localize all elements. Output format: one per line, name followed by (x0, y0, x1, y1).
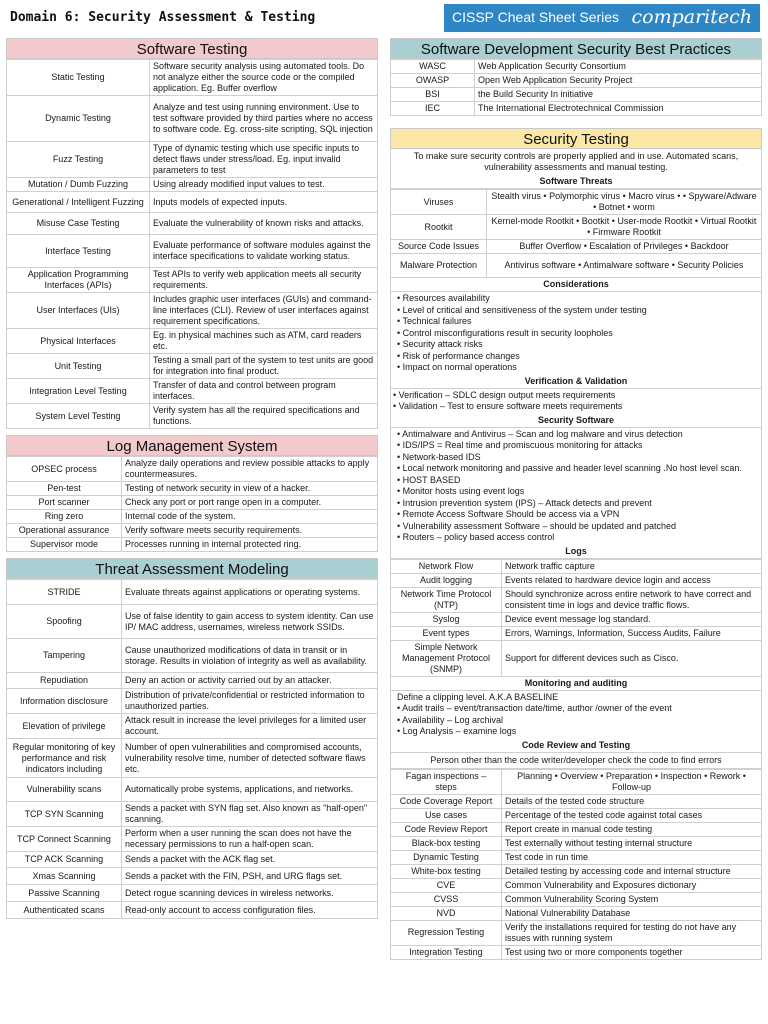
definition-black-box-testing: Test externally without testing internal structure (502, 836, 762, 850)
table-row (391, 794, 762, 808)
brand-banner (444, 4, 760, 32)
table-row (391, 587, 762, 612)
term-viruses: Viruses (391, 190, 487, 215)
term-code-review-report: Code Review Report (391, 822, 502, 836)
left-column (6, 38, 378, 919)
list-item: • Network-based IDS (397, 451, 481, 462)
list-item: • Validation – Test to ensure software meets requirements (393, 401, 623, 411)
log-management-heading: Log Management System (6, 435, 378, 456)
table-row (7, 639, 378, 673)
list-item: • Level of critical and sensitiveness of the system under testing (397, 304, 647, 315)
domain-title: Domain 6: Security Assessment & Testing (10, 10, 316, 25)
table-row (391, 240, 762, 254)
definition-cve: Common Vulnerability and Exposures dictionary (502, 878, 762, 892)
term-bsi: BSI (391, 88, 475, 102)
term-wasc: WASC (391, 60, 475, 74)
list-item: • Risk of performance changes (397, 350, 520, 361)
term-integration-level-testing: Integration Level Testing (7, 379, 150, 404)
term-repudiation: Repudiation (7, 673, 122, 689)
term-misuse-case-testing: Misuse Case Testing (7, 213, 150, 235)
table-row (391, 822, 762, 836)
code-review-intro: Person other than the code writer/developer check the code to find errors (390, 753, 762, 769)
term-unit-testing: Unit Testing (7, 354, 150, 379)
table-row (7, 142, 378, 178)
definition-simple-network-management-protocol-snmp: Support for different devices such as Cisco. (502, 640, 762, 676)
term-use-cases: Use cases (391, 808, 502, 822)
software-testing-heading: Software Testing (6, 38, 378, 59)
logs-heading: Logs (390, 545, 762, 559)
term-fuzz-testing: Fuzz Testing (7, 142, 150, 178)
definition-integration-level-testing: Transfer of data and control between program interfaces. (150, 379, 378, 404)
definition-network-flow: Network traffic capture (502, 559, 762, 573)
definition-fagan-inspections-steps: Planning • Overview • Preparation • Inspection • Rework • Follow-up (502, 769, 762, 794)
term-vulnerability-scans: Vulnerability scans (7, 778, 122, 802)
table-row (391, 945, 762, 959)
term-static-testing: Static Testing (7, 60, 150, 96)
definition-generational-intelligent-fuzzing: Inputs models of expected inputs. (150, 192, 378, 213)
table-row (391, 215, 762, 240)
term-physical-interfaces: Physical Interfaces (7, 329, 150, 354)
term-interface-testing: Interface Testing (7, 235, 150, 268)
definition-unit-testing: Testing a small part of the system to test units are good for integration into final product. (150, 354, 378, 379)
table-row (7, 868, 378, 885)
table-row (7, 885, 378, 902)
security-testing-intro: To make sure security controls are properly applied and in use. Automated scans, vulnerability assessments and manual testing. (390, 149, 762, 175)
table-row (7, 235, 378, 268)
logs-table (390, 559, 762, 677)
term-rootkit: Rootkit (391, 215, 487, 240)
table-row (7, 178, 378, 192)
definition-tampering: Cause unauthorized modifications of data in transit or in storage. Results in violation of integrity as well as availability. (122, 639, 378, 673)
considerations-heading: Considerations (390, 278, 762, 292)
table-row (391, 640, 762, 676)
software-threats-table (390, 189, 762, 278)
verification-validation-heading: Verification & Validation (390, 375, 762, 389)
list-item: • Control misconfigurations result in security loopholes (397, 327, 613, 338)
list-item: Define a clipping level. A.K.A BASELINE (397, 691, 559, 702)
table-row (7, 827, 378, 852)
monitoring-list (390, 691, 762, 739)
definition-repudiation: Deny an action or activity carried out by an attacker. (122, 673, 378, 689)
verification-validation-list (390, 389, 762, 414)
definition-viruses: Stealth virus • Polymorphic virus • Macro virus • • Spyware/Adware • Botnet • worm (487, 190, 762, 215)
sdlc-practices-table (390, 59, 762, 116)
term-user-interfaces-uis: User Interfaces (UIs) (7, 293, 150, 329)
table-row (391, 878, 762, 892)
list-item: • IDS/IPS = Real time and promiscuous monitoring for attacks (397, 440, 643, 450)
table-row (391, 612, 762, 626)
considerations-list (390, 292, 762, 375)
definition-opsec-process: Analyze daily operations and review possible attacks to apply countermeasures. (122, 457, 378, 482)
code-review-heading: Code Review and Testing (390, 739, 762, 753)
definition-passive-scanning: Detect rogue scanning devices in wireless networks. (122, 885, 378, 902)
definition-network-time-protocol-ntp: Should synchronize across entire network to have correct and consistent time in logs and device traffic flows. (502, 587, 762, 612)
term-opsec-process: OPSEC process (7, 457, 122, 482)
definition-xmas-scanning: Sends a packet with the FIN, PSH, and URG flags set. (122, 868, 378, 885)
table-row (7, 605, 378, 639)
definition-port-scanner: Check any port or port range open in a computer. (122, 496, 378, 510)
list-item: • HOST BASED (397, 474, 461, 485)
log-management-table (6, 456, 378, 552)
list-item: • Resources availability (397, 293, 490, 303)
table-row (7, 192, 378, 213)
definition-owasp: Open Web Application Security Project (475, 74, 762, 88)
threat-modeling-table (6, 579, 378, 919)
table-row (7, 496, 378, 510)
list-item: • Security attack risks (397, 339, 483, 349)
definition-integration-testing: Test using two or more components together (502, 945, 762, 959)
definition-misuse-case-testing: Evaluate the vulnerability of known risks and attacks. (150, 213, 378, 235)
term-elevation-of-privilege: Elevation of privilege (7, 714, 122, 739)
term-cvss: CVSS (391, 892, 502, 906)
table-row (7, 213, 378, 235)
table-row (7, 580, 378, 605)
list-item: • Impact on normal operations (397, 362, 517, 372)
term-dynamic-testing: Dynamic Testing (391, 850, 502, 864)
term-black-box-testing: Black-box testing (391, 836, 502, 850)
table-row (7, 778, 378, 802)
definition-user-interfaces-uis: Includes graphic user interfaces (GUIs) and command-line interfaces (CLI). Review of user interfaces against requirement specifications. (150, 293, 378, 329)
definition-spoofing: Use of false identity to gain access to system identity. Can use IP/ MAC address, usernames, wireless network SSIDs. (122, 605, 378, 639)
security-software-heading: Security Software (390, 414, 762, 428)
definition-application-programming-interfaces-apis: Test APIs to verify web application meets all security requirements. (150, 268, 378, 293)
table-row (391, 102, 762, 116)
threat-modeling-heading: Threat Assessment Modeling (6, 558, 378, 579)
term-regular-monitoring-of-key-performance-an: Regular monitoring of key performance and risk indicators including (7, 739, 122, 778)
term-tcp-ack-scanning: TCP ACK Scanning (7, 852, 122, 868)
table-row (7, 354, 378, 379)
term-operational-assurance: Operational assurance (7, 524, 122, 538)
definition-tcp-syn-scanning: Sends a packet with SYN flag set. Also known as "half-open" scanning. (122, 802, 378, 827)
software-threats-heading: Software Threats (390, 175, 762, 189)
list-item: • Vulnerability assessment Software – should be updated and patched (397, 520, 676, 531)
security-testing-heading: Security Testing (390, 128, 762, 149)
definition-white-box-testing: Detailed testing by accessing code and internal structure (502, 864, 762, 878)
definition-elevation-of-privilege: Attack result in increase the level privileges for a limited user account. (122, 714, 378, 739)
table-row (391, 573, 762, 587)
table-row (391, 836, 762, 850)
definition-syslog: Device event message log standard. (502, 612, 762, 626)
term-tcp-syn-scanning: TCP SYN Scanning (7, 802, 122, 827)
table-row (391, 906, 762, 920)
term-tcp-connect-scanning: TCP Connect Scanning (7, 827, 122, 852)
table-row (391, 769, 762, 794)
term-nvd: NVD (391, 906, 502, 920)
right-column (390, 38, 762, 960)
definition-interface-testing: Evaluate performance of software modules against the interface specifications to validate working status. (150, 235, 378, 268)
comparitech-logo: comparitech (631, 6, 752, 28)
table-row (391, 850, 762, 864)
definition-ring-zero: Internal code of the system. (122, 510, 378, 524)
table-row (391, 626, 762, 640)
definition-vulnerability-scans: Automatically probe systems, applications, and networks. (122, 778, 378, 802)
list-item: • Audit trails – event/transaction date/time, author /owner of the event (397, 703, 672, 713)
definition-code-review-report: Report create in manual code testing (502, 822, 762, 836)
list-item: • Monitor hosts using event logs (397, 486, 525, 496)
term-iec: IEC (391, 102, 475, 116)
definition-use-cases: Percentage of the tested code against total cases (502, 808, 762, 822)
table-row (7, 538, 378, 552)
table-row (7, 510, 378, 524)
term-regression-testing: Regression Testing (391, 920, 502, 945)
definition-wasc: Web Application Security Consortium (475, 60, 762, 74)
definition-operational-assurance: Verify software meets security requirements. (122, 524, 378, 538)
definition-static-testing: Software security analysis using automated tools. Do not analyze either the source code or the compiled application. Eg. Buffer overflow (150, 60, 378, 96)
term-stride: STRIDE (7, 580, 122, 605)
table-row (391, 74, 762, 88)
term-system-level-testing: System Level Testing (7, 404, 150, 429)
definition-event-types: Errors, Warnings, Information, Success Audits, Failure (502, 626, 762, 640)
term-fagan-inspections-steps: Fagan inspections – steps (391, 769, 502, 794)
table-row (7, 852, 378, 868)
table-row (7, 689, 378, 714)
definition-tcp-connect-scanning: Perform when a user running the scan does not have the necessary permissions to run a half-open scan. (122, 827, 378, 852)
sdlc-practices-heading: Software Development Security Best Practices (390, 38, 762, 59)
definition-cvss: Common Vulnerability Scoring System (502, 892, 762, 906)
term-passive-scanning: Passive Scanning (7, 885, 122, 902)
definition-audit-logging: Events related to hardware device login and access (502, 573, 762, 587)
term-code-coverage-report: Code Coverage Report (391, 794, 502, 808)
term-integration-testing: Integration Testing (391, 945, 502, 959)
table-row (7, 404, 378, 429)
table-row (7, 379, 378, 404)
term-xmas-scanning: Xmas Scanning (7, 868, 122, 885)
table-row (391, 88, 762, 102)
table-row (7, 524, 378, 538)
term-supervisor-mode: Supervisor mode (7, 538, 122, 552)
definition-supervisor-mode: Processes running in internal protected ring. (122, 538, 378, 552)
term-port-scanner: Port scanner (7, 496, 122, 510)
table-row (391, 920, 762, 945)
term-generational-intelligent-fuzzing: Generational / Intelligent Fuzzing (7, 192, 150, 213)
table-row (391, 864, 762, 878)
table-row (391, 559, 762, 573)
list-item: • Routers – policy based access control (397, 532, 555, 542)
list-item: • Technical failures (397, 316, 472, 326)
definition-malware-protection: Antivirus software • Antimalware software • Security Policies (487, 254, 762, 278)
table-row (7, 482, 378, 496)
table-row (7, 329, 378, 354)
definition-dynamic-testing: Test code in run time (502, 850, 762, 864)
term-dynamic-testing: Dynamic Testing (7, 96, 150, 142)
table-row (7, 60, 378, 96)
table-row (391, 60, 762, 74)
header-bar (0, 0, 768, 38)
definition-bsi: the Build Security In initiative (475, 88, 762, 102)
table-row (391, 190, 762, 215)
term-application-programming-interfaces-apis: Application Programming Interfaces (APIs) (7, 268, 150, 293)
list-item: • Antimalware and Antivirus – Scan and log malware and virus detection (397, 428, 683, 439)
table-row (7, 714, 378, 739)
term-tampering: Tampering (7, 639, 122, 673)
list-item: • Local network monitoring and passive and header level scanning .No host level scan. (397, 463, 742, 473)
code-review-table (390, 769, 762, 960)
definition-nvd: National Vulnerability Database (502, 906, 762, 920)
term-syslog: Syslog (391, 612, 502, 626)
term-simple-network-management-protocol-snmp: Simple Network Management Protocol (SNMP) (391, 640, 502, 676)
list-item: • Verification – SDLC design output meets requirements (393, 389, 616, 400)
table-row (7, 673, 378, 689)
definition-tcp-ack-scanning: Sends a packet with the ACK flag set. (122, 852, 378, 868)
definition-information-disclosure: Distribution of private/confidential or restricted information to unauthorized parties. (122, 689, 378, 714)
table-row (7, 739, 378, 778)
definition-system-level-testing: Verify system has all the required specifications and functions. (150, 404, 378, 429)
definition-stride: Evaluate threats against applications or operating systems. (122, 580, 378, 605)
list-item: • Remote Access Software Should be access via a VPN (397, 509, 620, 519)
list-item: • Log Analysis – examine logs (397, 726, 517, 736)
term-white-box-testing: White-box testing (391, 864, 502, 878)
term-event-types: Event types (391, 626, 502, 640)
definition-fuzz-testing: Type of dynamic testing which use specific inputs to detect flaws under stress/load. Eg. input invalid parameters to test (150, 142, 378, 178)
list-item: • Availability – Log archival (397, 714, 504, 725)
definition-code-coverage-report: Details of the tested code structure (502, 794, 762, 808)
term-audit-logging: Audit logging (391, 573, 502, 587)
term-authenticated-scans: Authenticated scans (7, 902, 122, 919)
definition-regression-testing: Verify the installations required for testing do not have any issues with running system (502, 920, 762, 945)
table-row (391, 254, 762, 278)
table-row (391, 892, 762, 906)
definition-dynamic-testing: Analyze and test using running environment. Use to test software provided by third parties where no access to software code. Eg. cross-site scripting, SQL injection (150, 96, 378, 142)
term-ring-zero: Ring zero (7, 510, 122, 524)
security-software-list (390, 428, 762, 545)
definition-pen-test: Testing of network security in view of a hacker. (122, 482, 378, 496)
definition-regular-monitoring-of-key-performance-an: Number of open vulnerabilities and compromised accounts, vulnerability resolve time, number of detected software flaws etc. (122, 739, 378, 778)
term-owasp: OWASP (391, 74, 475, 88)
software-testing-table (6, 59, 378, 429)
table-row (7, 96, 378, 142)
table-row (7, 268, 378, 293)
definition-iec: The International Electrotechnical Commission (475, 102, 762, 116)
definition-mutation-dumb-fuzzing: Using already modified input values to test. (150, 178, 378, 192)
definition-authenticated-scans: Read-only account to access configuration files. (122, 902, 378, 919)
definition-physical-interfaces: Eg. in physical machines such as ATM, card readers etc. (150, 329, 378, 354)
list-item: • Intrusion prevention system (IPS) – Attack detects and prevent (397, 497, 652, 508)
term-pen-test: Pen-test (7, 482, 122, 496)
term-network-time-protocol-ntp: Network Time Protocol (NTP) (391, 587, 502, 612)
table-row (7, 293, 378, 329)
table-row (7, 902, 378, 919)
term-malware-protection: Malware Protection (391, 254, 487, 278)
term-network-flow: Network Flow (391, 559, 502, 573)
term-cve: CVE (391, 878, 502, 892)
monitoring-heading: Monitoring and auditing (390, 677, 762, 691)
table-row (7, 457, 378, 482)
definition-rootkit: Kernel-mode Rootkit • Bootkit • User-mode Rootkit • Virtual Rootkit • Firmware Rootkit (487, 215, 762, 240)
series-title: CISSP Cheat Sheet Series (452, 9, 620, 25)
definition-source-code-issues: Buffer Overflow • Escalation of Privileges • Backdoor (487, 240, 762, 254)
term-mutation-dumb-fuzzing: Mutation / Dumb Fuzzing (7, 178, 150, 192)
term-spoofing: Spoofing (7, 605, 122, 639)
term-information-disclosure: Information disclosure (7, 689, 122, 714)
table-row (391, 808, 762, 822)
term-source-code-issues: Source Code Issues (391, 240, 487, 254)
table-row (7, 802, 378, 827)
